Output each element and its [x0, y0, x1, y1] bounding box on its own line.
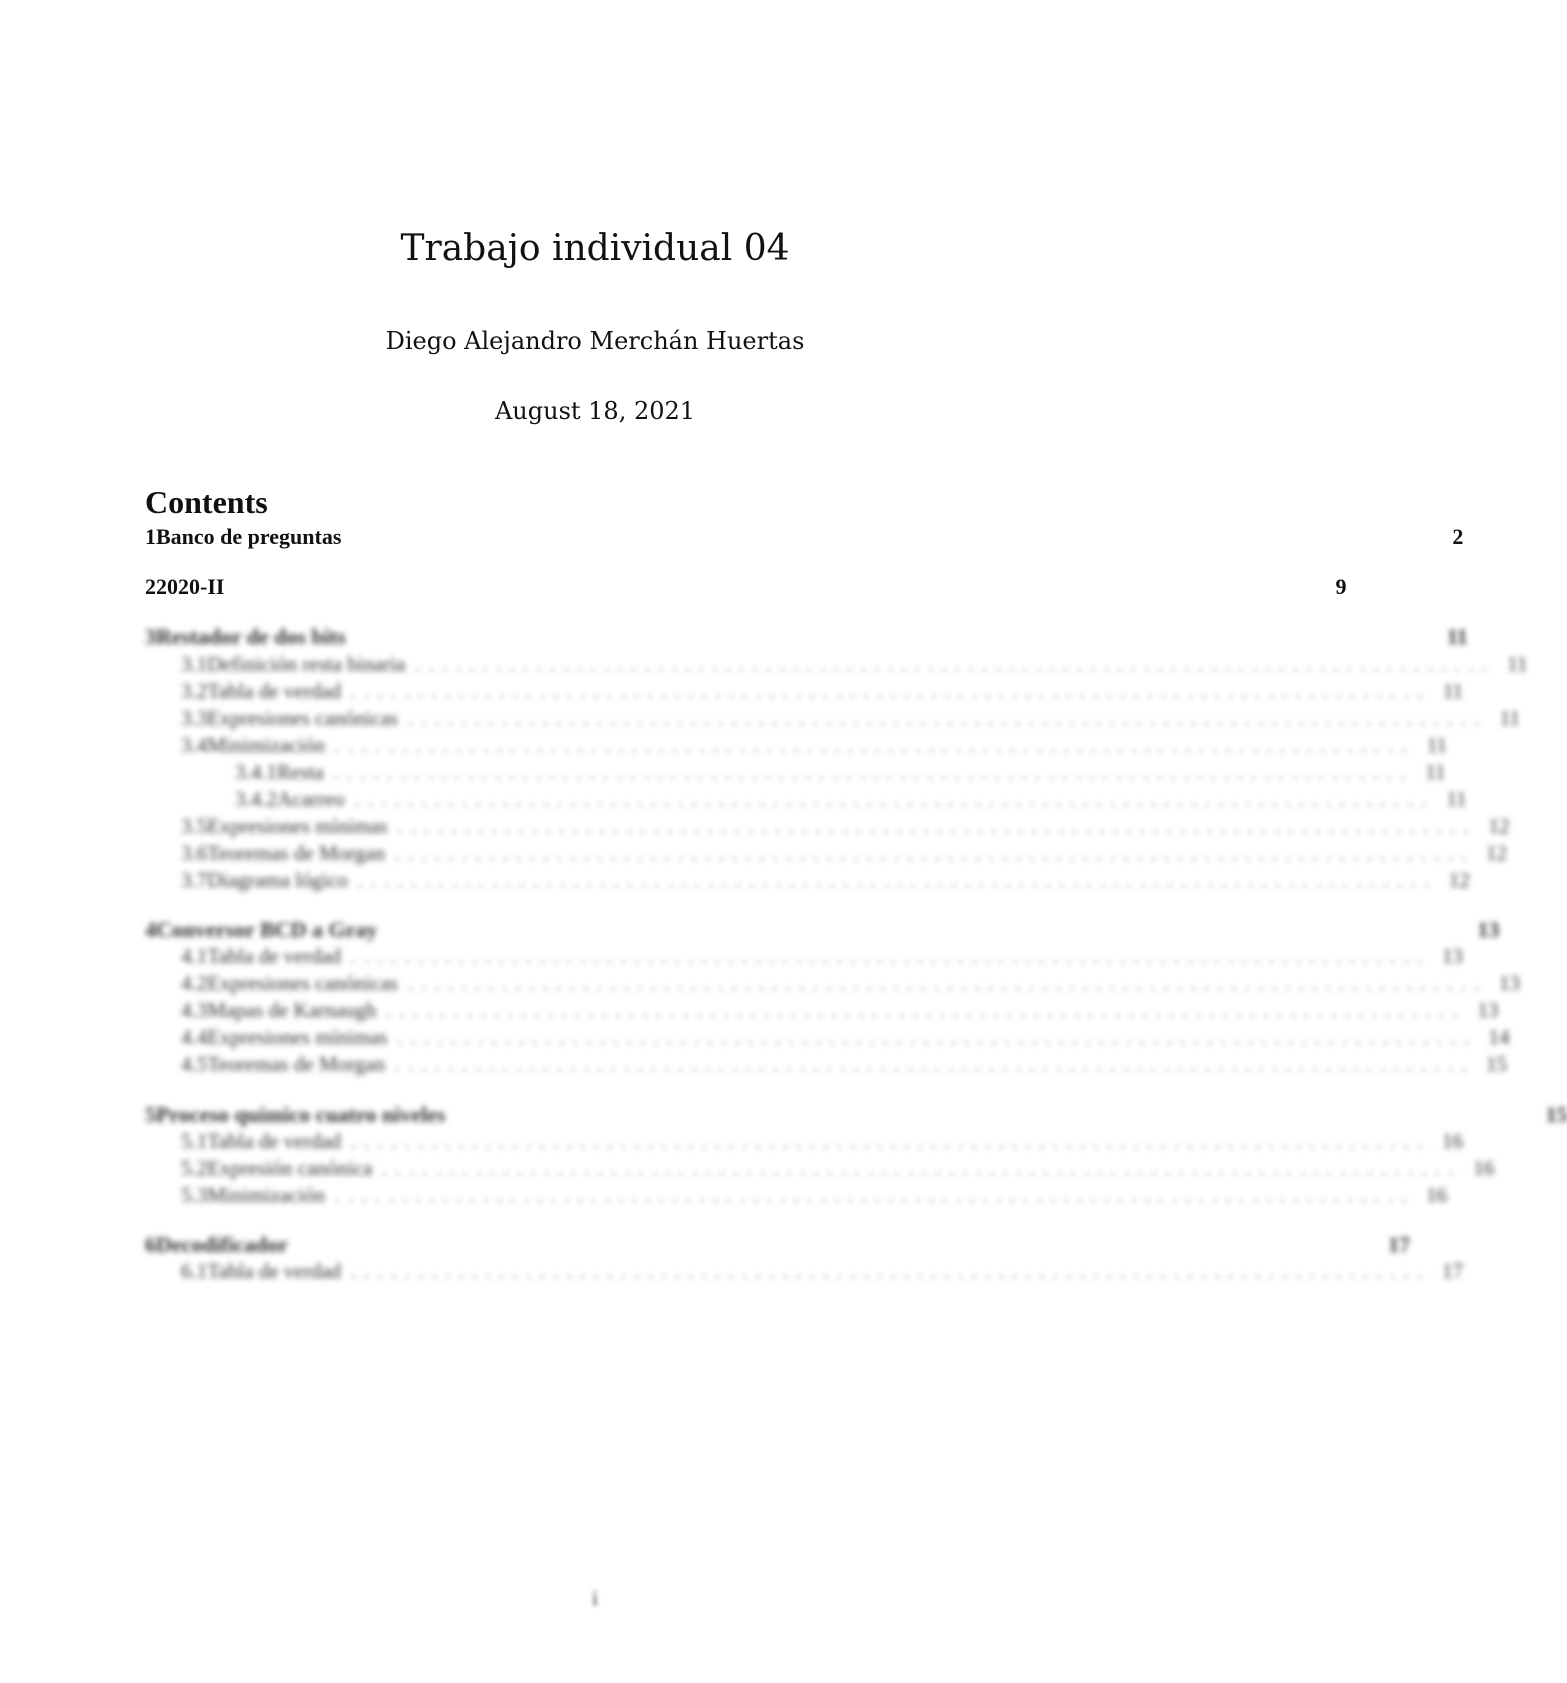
contents-heading: Contents: [145, 484, 268, 520]
toc-entry-page: 11: [1507, 652, 1528, 676]
toc-entry-number: 2: [145, 574, 156, 599]
toc-entry-number: 5: [145, 1102, 156, 1127]
toc-entry-number: 4.1: [181, 944, 208, 968]
toc-entry-number: 3.3: [181, 706, 208, 730]
toc-entry-title: Expresiones canónicas: [207, 971, 398, 995]
toc-leader-dots: ................................................................................: [386, 1001, 1467, 1021]
toc-entry-page: 11: [1446, 624, 1468, 649]
toc-entry-page: 11: [1425, 760, 1446, 784]
toc-entry-page: 9: [1335, 574, 1347, 599]
toc-entry-page: 13: [1477, 917, 1500, 942]
document-date: August 18, 2021: [494, 397, 696, 425]
toc-entry[interactable]: [145, 868, 1470, 896]
toc-entry-number: 3.1: [181, 652, 208, 676]
toc-entry-number: 4.4: [181, 1025, 208, 1049]
toc-entry-title: Minimización: [207, 733, 326, 757]
toc-leader-dots: ................................................................................: [382, 1159, 1463, 1179]
toc-entry[interactable]: [145, 1259, 1464, 1287]
toc-entry-title: Resta: [277, 760, 324, 784]
toc-entry[interactable]: [145, 524, 1464, 552]
toc-leader-dots: ................................................................................: [351, 1262, 1432, 1282]
toc-entry[interactable]: [145, 1156, 1495, 1184]
toc-entry[interactable]: [145, 998, 1499, 1026]
toc-leader-dots: ................................................................................: [415, 655, 1496, 675]
toc-entry-page: 11: [1442, 679, 1464, 703]
toc-entry-title: Expresión canónica: [207, 1156, 373, 1180]
toc-entry-page: 16: [1442, 1129, 1464, 1153]
toc-entry[interactable]: [145, 841, 1508, 869]
toc-leader-dots: ................................................................................: [395, 1055, 1476, 1075]
toc-entry-number: 3: [145, 624, 156, 649]
toc-entry-page: 12: [1486, 841, 1508, 865]
toc-entry-number: 5.3: [181, 1183, 208, 1207]
toc-entry[interactable]: [145, 917, 1500, 945]
toc-entry-title: Expresiones canónicas: [207, 706, 398, 730]
toc-entry-page: 13: [1477, 998, 1499, 1022]
toc-entry-page: 17: [1387, 1232, 1410, 1257]
toc-leader-dots: ................................................................................: [397, 1028, 1478, 1048]
toc-leader-dots: ................................................................................: [335, 736, 1416, 756]
toc-entry-title: Mapas de Karnaugh: [207, 998, 377, 1022]
toc-entry-page: 13: [1498, 971, 1520, 995]
toc-entry[interactable]: [145, 971, 1520, 999]
toc-entry-page: 16: [1426, 1183, 1448, 1207]
toc-entry-number: 1: [145, 524, 156, 549]
toc-entry-number: 4.3: [181, 998, 208, 1022]
toc-entry-title: Diagrama lógico: [207, 868, 348, 892]
toc-entry-title: Teoremas de Morgan: [207, 841, 386, 865]
toc-leader-dots: ................................................................................: [357, 871, 1438, 891]
toc-entry[interactable]: [145, 760, 1446, 788]
toc-entry-page: 16: [1473, 1156, 1495, 1180]
toc-entry-page: 11: [1446, 787, 1467, 811]
toc-entry-number: 4.5: [181, 1052, 208, 1076]
toc-entry[interactable]: [145, 706, 1520, 734]
toc-entry-number: 3.4.2: [235, 787, 277, 811]
toc-leader-dots: ................................................................................: [397, 817, 1478, 837]
toc-entry-title: Teoremas de Morgan: [207, 1052, 386, 1076]
toc-entry-number: 3.7: [181, 868, 208, 892]
toc-entry-number: 6: [145, 1232, 156, 1257]
toc-entry-number: 4: [145, 917, 156, 942]
toc-leader-dots: ................................................................................: [407, 974, 1488, 994]
toc-entry-title: Minimización: [207, 1183, 326, 1207]
toc-entry-title: Proceso químico cuatro niveles: [156, 1102, 446, 1127]
toc-entry-page: 11: [1426, 733, 1448, 757]
toc-entry-page: 11: [1499, 706, 1520, 730]
toc-entry-number: 5.2: [181, 1156, 208, 1180]
toc-entry-title: Definición resta binaria: [207, 652, 406, 676]
toc-leader-dots: ................................................................................: [395, 844, 1476, 864]
toc-entry[interactable]: [145, 787, 1467, 815]
toc-entry-title: Banco de preguntas: [156, 524, 342, 549]
toc-entry-number: 4.2: [181, 971, 208, 995]
toc-leader-dots: ................................................................................: [354, 790, 1435, 810]
toc-entry-page: 2: [1452, 524, 1464, 549]
toc-entry[interactable]: [145, 1052, 1508, 1080]
toc-entry-page: 17: [1442, 1259, 1464, 1283]
toc-entry-title: Expresiones mínimas: [207, 814, 388, 838]
toc-leader-dots: ................................................................................: [335, 1186, 1416, 1206]
toc-entry-title: Expresiones mínimas: [207, 1025, 388, 1049]
toc-entry[interactable]: [145, 1025, 1510, 1053]
toc-entry[interactable]: [145, 652, 1528, 680]
toc-entry-title: Tabla de verdad: [207, 1259, 342, 1283]
toc-entry[interactable]: [145, 1232, 1410, 1260]
toc-entry-number: 3.4.1: [235, 760, 277, 784]
toc-entry[interactable]: [145, 574, 1347, 602]
page-number: i: [591, 1585, 599, 1610]
toc-leader-dots: ................................................................................: [333, 763, 1414, 783]
toc-entry-page: 15: [1486, 1052, 1508, 1076]
toc-entry[interactable]: [145, 1129, 1464, 1157]
toc-leader-dots: ................................................................................: [351, 682, 1432, 702]
toc-entry-number: 3.2: [181, 679, 208, 703]
toc-entry-page: 12: [1488, 814, 1510, 838]
toc-entry[interactable]: [145, 944, 1464, 972]
toc-entry[interactable]: [145, 733, 1448, 761]
toc-entry-title: Decodificador: [156, 1232, 288, 1257]
document-title: Trabajo individual 04: [400, 228, 790, 269]
toc-leader-dots: ................................................................................: [351, 1132, 1432, 1152]
toc-entry-page: 15: [1545, 1102, 1567, 1127]
toc-leader-dots: ................................................................................: [407, 709, 1488, 729]
toc-entry-title: Restador de dos bits: [156, 624, 346, 649]
toc-entry-title: Tabla de verdad: [207, 1129, 342, 1153]
toc-entry[interactable]: [145, 814, 1510, 842]
toc-entry[interactable]: [145, 624, 1468, 652]
toc-entry-number: 3.5: [181, 814, 208, 838]
toc-leader-dots: ................................................................................: [351, 947, 1432, 967]
toc-entry-title: Tabla de verdad: [207, 944, 342, 968]
toc-entry-title: Acarreo: [277, 787, 345, 811]
toc-entry-page: 12: [1448, 868, 1470, 892]
toc-entry-title: 2020-II: [156, 574, 225, 599]
toc-entry-title: Tabla de verdad: [207, 679, 342, 703]
toc-entry-title: Conversor BCD a Gray: [156, 917, 378, 942]
toc-entry-number: 3.4: [181, 733, 208, 757]
toc-entry-page: 14: [1488, 1025, 1510, 1049]
toc-entry[interactable]: [145, 679, 1464, 707]
toc-entry-number: 6.1: [181, 1259, 208, 1283]
document-author: Diego Alejandro Merchán Huertas: [385, 327, 805, 355]
toc-entry-page: 13: [1442, 944, 1464, 968]
toc-entry[interactable]: [145, 1183, 1448, 1211]
toc-entry[interactable]: [145, 1102, 1567, 1130]
toc-entry-number: 3.6: [181, 841, 208, 865]
toc-entry-number: 5.1: [181, 1129, 208, 1153]
